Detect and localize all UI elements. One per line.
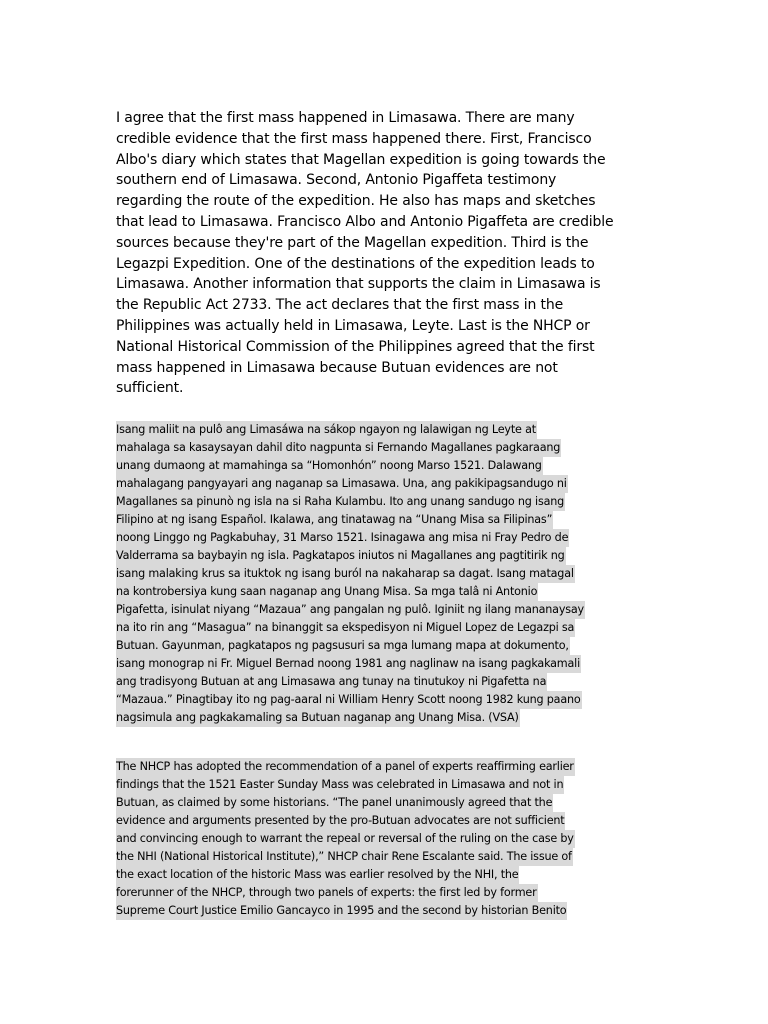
text-line: southern end of Limasawa. Second, Antonio Pigaffeta testimony: [116, 172, 557, 189]
text-line: Limasawa. Another information that supports the claim in Limasawa is: [116, 276, 601, 293]
highlighted-line: Filipino at ng isang Español. Ikalawa, ang tinatawag na “Unang Misa sa Filipinas”: [116, 511, 553, 529]
highlighted-line: the NHI (National Historical Institute),” NHCP chair Rene Escalante said. The issue of: [116, 848, 573, 866]
text-line: credible evidence that the first mass happened there. First, Francisco: [116, 130, 592, 147]
highlighted-line: nagsimula ang pagkakamaling sa Butuan naganap ang Unang Misa. (VSA): [116, 709, 520, 727]
highlighted-line: Pigafetta, isinulat niyang “Mazaua” ang pangalan ng pulô. Iginiit ng ilang mananaysay: [116, 601, 585, 619]
highlighted-line: findings that the 1521 Easter Sunday Mass was celebrated in Limasawa and not in: [116, 776, 564, 794]
highlighted-line: Supreme Court Justice Emilio Gancayco in 1995 and the second by historian Benito: [116, 902, 567, 920]
text-line: sources because they're part of the Magellan expedition. Third is the: [116, 234, 589, 251]
paragraph-english-opinion: [116, 108, 656, 399]
text-line: mass happened in Limasawa because Butuan evidences are not: [116, 359, 558, 376]
highlighted-line: noong Linggo ng Pagkabuhay, 31 Marso 1521. Isinagawa ang misa ni Fray Pedro de: [116, 529, 569, 547]
highlighted-line: ang tradisyong Butuan at ang Limasawa ang tunay na tinutukoy ni Pigafetta na: [116, 673, 547, 691]
highlighted-line: and convincing enough to warrant the repeal or reversal of the ruling on the case by: [116, 830, 575, 848]
highlighted-line: mahalagang pangyayari ang naganap sa Limasawa. Una, ang pakikipagsandugo ni: [116, 475, 568, 493]
text-line: regarding the route of the expedition. He also has maps and sketches: [116, 193, 596, 210]
highlighted-line: Valderrama sa baybayin ng isla. Pagkatapos iniutos ni Magallanes ang pagtitirik ng: [116, 547, 566, 565]
highlighted-line: unang dumaong at mamahinga sa “Homonhón” noong Marso 1521. Dalawang: [116, 457, 543, 475]
highlighted-line: “Mazaua.” Pinagtibay ito ng pag-aaral ni William Henry Scott noong 1982 kung paano: [116, 691, 582, 709]
text-line: I agree that the first mass happened in Limasawa. There are many: [116, 110, 575, 126]
highlighted-line: na ito rin ang “Masagua” na binanggit sa ekspedisyon ni Miguel Lopez de Legazpi sa: [116, 619, 575, 637]
paragraph-nhcp-highlighted: [116, 758, 656, 920]
highlighted-line: Magallanes sa pinunò ng isla na si Raha Kulambu. Ito ang unang sandugo ng isang: [116, 493, 565, 511]
text-line: Albo's diary which states that Magellan expedition is going towards the: [116, 151, 606, 168]
highlighted-line: mahalaga sa kasaysayan dahil dito nagpunta si Fernando Magallanes pagkaraang: [116, 439, 561, 457]
highlighted-line: Isang maliit na pulô ang Limasáwa na sákop ngayon ng lalawigan ng Leyte at: [116, 421, 537, 439]
text-line: sufficient.: [116, 380, 184, 397]
highlighted-line: isang malaking krus sa ituktok ng isang buról na nakaharap sa dagat. Isang matagal: [116, 565, 575, 583]
text-line: the Republic Act 2733. The act declares that the first mass in the: [116, 297, 564, 314]
highlighted-line: isang monograp ni Fr. Miguel Bernad noong 1981 ang naglinaw na isang pagkakamali: [116, 655, 581, 673]
highlighted-line: na kontrobersiya kung saan naganap ang Unang Misa. Sa mga talâ ni Antonio: [116, 583, 538, 601]
paragraph-filipino-highlighted: [116, 421, 656, 727]
highlighted-line: Butuan. Gayunman, pagkatapos ng pagsusuri sa mga lumang mapa at dokumento,: [116, 637, 570, 655]
text-line: National Historical Commission of the Philippines agreed that the first: [116, 338, 595, 355]
highlighted-line: the exact location of the historic Mass was earlier resolved by the NHI, the: [116, 866, 519, 884]
highlighted-line: evidence and arguments presented by the pro-Butuan advocates are not sufficient: [116, 812, 565, 830]
highlighted-line: forerunner of the NHCP, through two panels of experts: the first led by former: [116, 884, 538, 902]
text-line: Legazpi Expedition. One of the destinations of the expedition leads to: [116, 255, 595, 272]
text-line: that lead to Limasawa. Francisco Albo and Antonio Pigaffeta are credible: [116, 213, 614, 230]
text-line: Philippines was actually held in Limasawa, Leyte. Last is the NHCP or: [116, 317, 590, 334]
highlighted-line: The NHCP has adopted the recommendation of a panel of experts reaffirming earlier: [116, 758, 575, 776]
highlighted-line: Butuan, as claimed by some historians. “The panel unanimously agreed that the: [116, 794, 553, 812]
